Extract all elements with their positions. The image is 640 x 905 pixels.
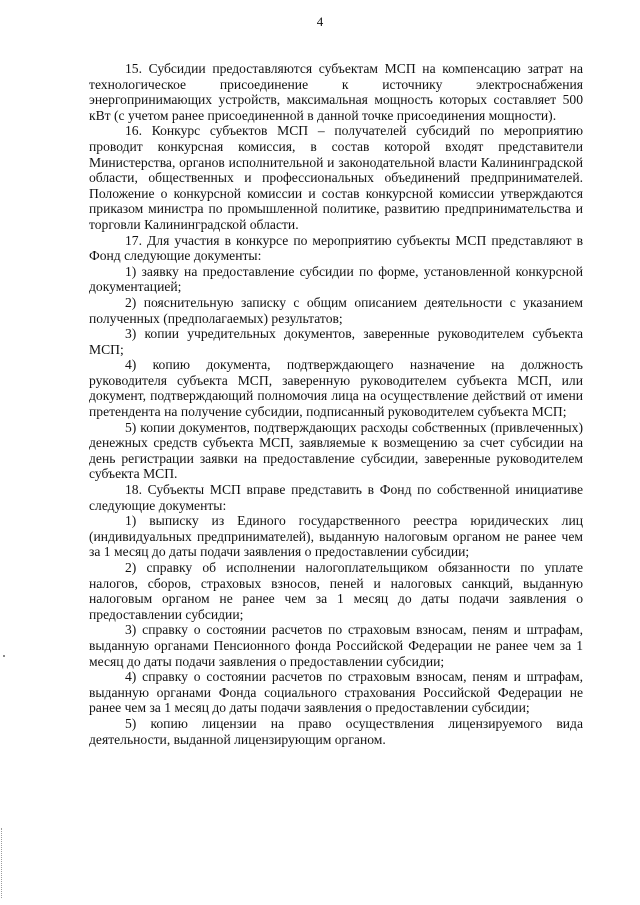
list-item-18-4: 4) справку о состоянии расчетов по страховым взносам, пеням и штрафам, выданную органами Фонда социального страхования Российской Федерации не ранее чем за 1 месяц до даты подачи заявления о предоставлении субсидии;	[89, 669, 583, 716]
page-number: 4	[316, 14, 324, 29]
list-item-18-1: 1) выписку из Единого государственного реестра юридических лиц (индивидуальных предпринимателей), выданную налоговым органом не ранее чем за 1 месяц до даты подачи заявления о предоставлении субсидии;	[89, 513, 583, 560]
paragraph-15: 15. Субсидии предоставляются субъектам МСП на компенсацию затрат на технологическое присоединение к источнику электроснабжения энергопринимающих устройств, максимальная мощность которых составляет 500 кВт (с учетом ранее присоединенной в данной точке присоединения мощности).	[89, 61, 583, 123]
list-item-18-5: 5) копию лицензии на право осуществления лицензируемого вида деятельности, выданной лицензирующим органом.	[89, 715, 583, 747]
paragraph-18: 18. Субъекты МСП вправе представить в Фонд по собственной инициативе следующие документы:	[89, 482, 583, 513]
list-item-18-2: 2) справку об исполнении налогоплательщиком обязанности по уплате налогов, сборов, страховых взносов, пеней и налоговых санкций, выданную налоговым органом не ранее чем за 1 месяц до даты подачи заявления о предоставлении субсидии;	[89, 560, 583, 622]
list-item-17-5: 5) копии документов, подтверждающих расходы собственных (привлеченных) денежных средств субъекта МСП, заявляемые к возмещению за счет субсидии на день регистрации заявки на предоставление субсидии, заверенные руководителем субъекта МСП.	[89, 419, 583, 482]
document-body	[89, 61, 583, 747]
list-item-17-2: 2) пояснительную записку с общим описанием деятельности с указанием полученных (предполагаемых) результатов;	[89, 294, 583, 326]
list-item-18-3: 3) справку о состоянии расчетов по страховым взносам, пеням и штрафам, выданную органами Пенсионного фонда Российской Федерации не ранее чем за 1 месяц до даты подачи заявления о предоставлении субсидии;	[89, 622, 583, 669]
scan-binding-edge	[1, 828, 3, 898]
list-item-17-3: 3) копии учредительных документов, заверенные руководителем субъекта МСП;	[89, 326, 583, 357]
paragraph-16: 16. Конкурс субъектов МСП – получателей субсидий по мероприятию проводит конкурсная комиссия, в состав которой входят представители Министерства, органов исполнительной и законодательной власти Калининградской области, общественных и профессиональных объединений предпринимателей. Положение о конкурсной комиссии и состав конкурсной комиссии утверждаются приказом министра по промышленной политике, развитию предпринимательства и торговли Калининградской области.	[89, 123, 583, 232]
list-item-17-4: 4) копию документа, подтверждающего назначение на должность руководителя субъекта МСП, заверенную руководителем субъекта МСП, или документ, подтверждающий полномочия лица на осуществление действий от имени претендента на получение субсидии, подписанный руководителем субъекта МСП;	[89, 357, 583, 420]
list-item-17-1: 1) заявку на предоставление субсидии по форме, установленной конкурсной документацией;	[89, 263, 583, 295]
scan-margin-dot	[3, 655, 5, 657]
paragraph-17: 17. Для участия в конкурсе по мероприятию субъекты МСП представляют в Фонд следующие документы:	[89, 232, 583, 264]
